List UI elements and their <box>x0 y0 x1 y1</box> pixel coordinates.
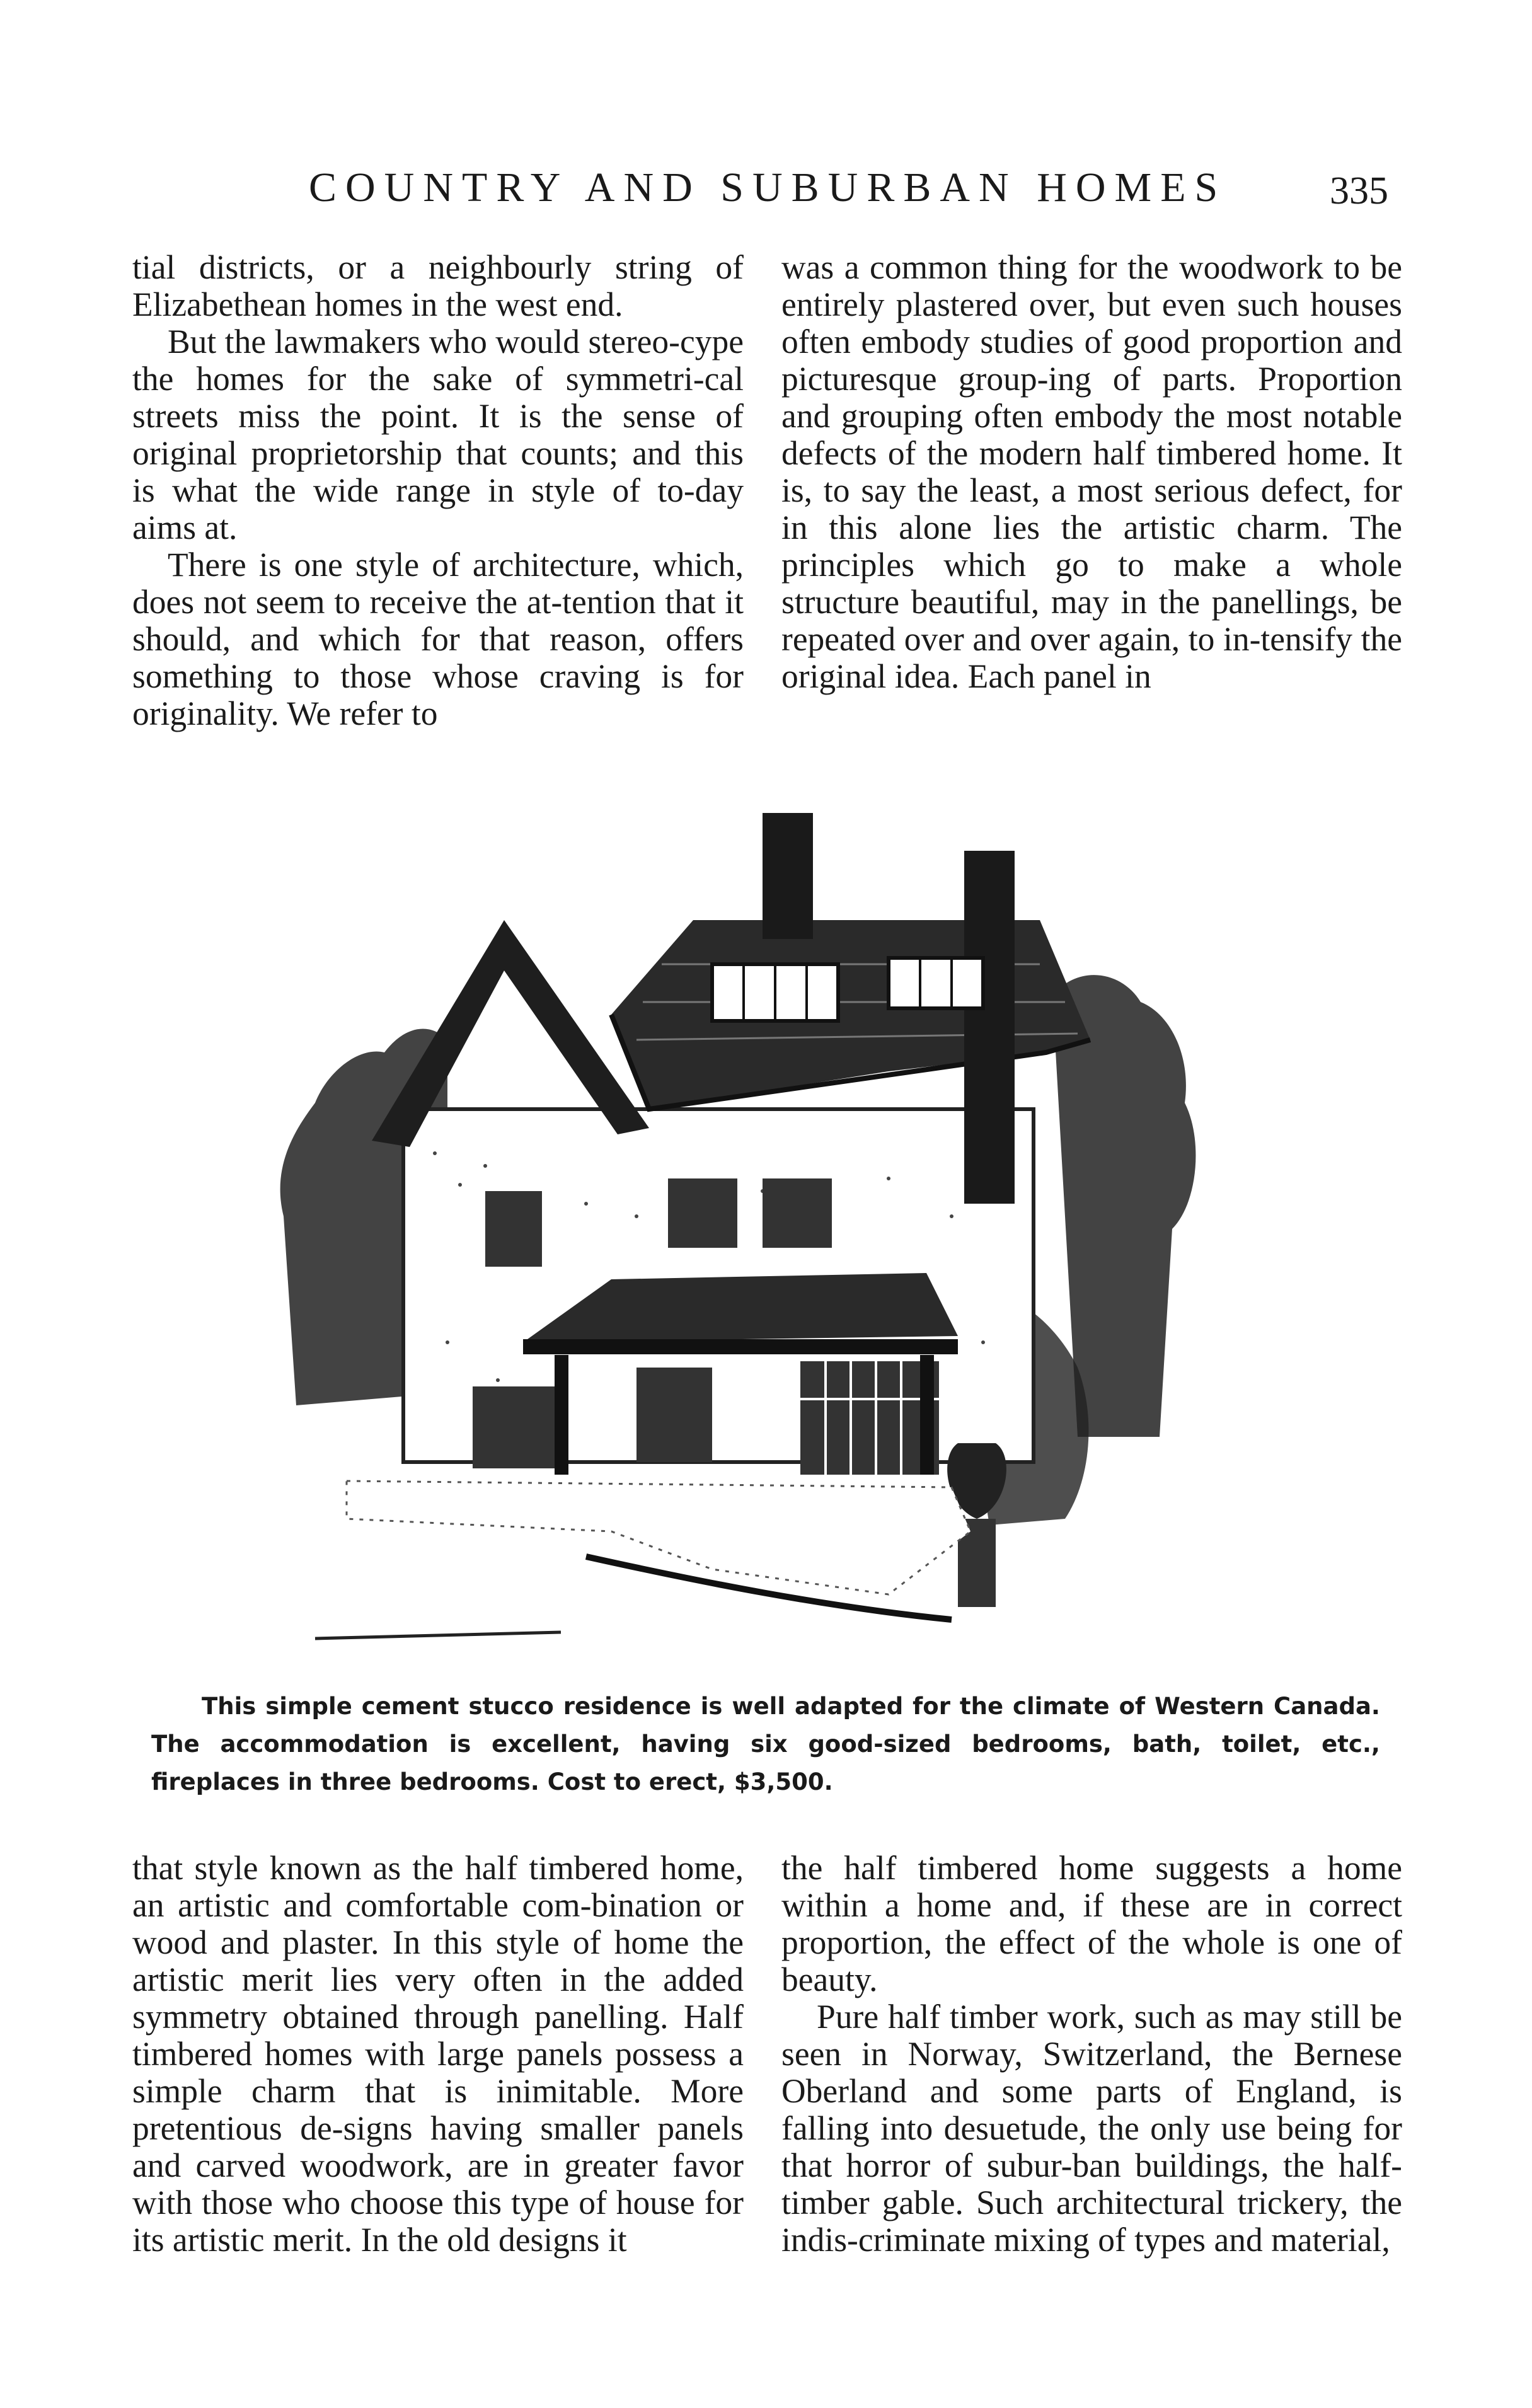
paragraph: the half timbered home suggests a home within a home and, if these are in correct proportion, the effect of the whole is one of beauty. <box>781 1849 1402 1998</box>
text-column-bottom-left <box>132 1850 744 2259</box>
paragraph: tial districts, or a neighbourly string of Elizabethean homes in the west end. <box>132 248 744 323</box>
text-column-top-left <box>132 249 744 732</box>
paragraph: was a common thing for the woodwork to be entirely plastered over, but even such houses often embody studies of good proportion and picturesque group-ing of parts. Proportion and grouping often embody the most notable defects of the modern half timbered home. It is, to say the least, a most serious defect, for in this alone lies the artistic charm. The principles which go to make a whole structure beautiful, may in the panellings, be repeated over and over again, to in-tensify the original idea. Each panel in <box>781 248 1402 695</box>
running-head-title: COUNTRY AND SUBURBAN HOMES <box>309 164 1227 210</box>
page-number: 335 <box>1330 170 1388 212</box>
house-illustration <box>258 775 1241 1670</box>
paragraph: There is one style of architecture, which, does not seem to receive the at-tention that it should, and which for that reason, offers something to those whose craving is for originality. We refer to <box>132 546 744 732</box>
paragraph: But the lawmakers who would stereo-cype the homes for the sake of symmetri-cal streets miss the point. It is the sense of original proprietorship that counts; and this is what the wide range in style of to-day aims at. <box>132 323 744 546</box>
caption-text: This simple cement stucco residence is well adapted for the climate of Western Canada. The accommodation is excellent, having six good-sized bedrooms, bath, toilet, etc., fireplaces in three bedrooms. Cost to erect, $3,500. <box>151 1693 1380 1795</box>
text-column-top-right <box>781 249 1402 695</box>
figure-caption <box>151 1688 1380 1801</box>
paragraph: Pure half timber work, such as may still be seen in Norway, Switzerland, the Bernese Oberland and some parts of England, is falling into desuetude, the only use being for that horror of subur-ban buildings, the half-timber gable. Such architectural trickery, the indis-criminate mixing of types and material, <box>781 1998 1402 2259</box>
paragraph: that style known as the half timbered home, an artistic and comfortable com-bination or wood and plaster. In this style of home the artistic merit lies very often in the added symmetry obtained through panelling. Half timbered homes with large panels possess a simple charm that is inimitable. More pretentious de-signs having smaller panels and carved woodwork, are in greater favor with those who choose this type of house for its artistic merit. In the old designs it <box>132 1849 744 2259</box>
running-head <box>0 158 1532 227</box>
text-column-bottom-right <box>781 1850 1402 2259</box>
